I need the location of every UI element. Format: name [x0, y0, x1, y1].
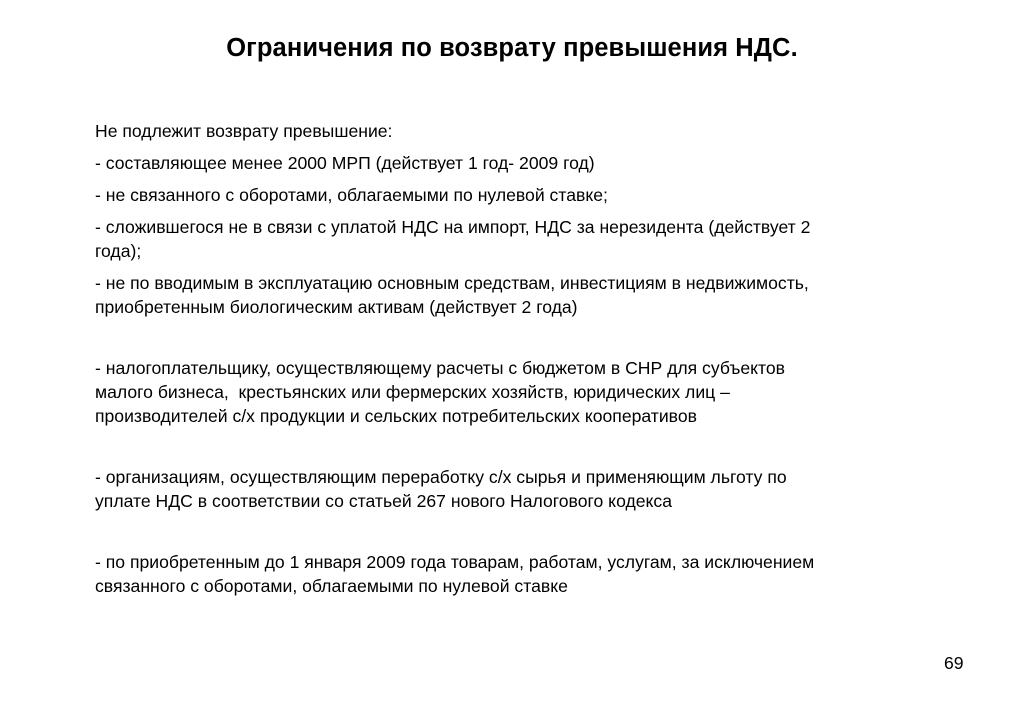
paragraph-line: уплате НДС в соответствии со статьей 267 нового Налогового кодекса: [95, 491, 673, 511]
list-item-continuation: приобретенным биологическим активам (действует 2 года): [95, 297, 578, 317]
paragraph-line: связанного с оборотами, облагаемыми по нулевой ставке: [95, 576, 568, 596]
list-item: - не по вводимым в эксплуатацию основным средствам, инвестициям в недвижимость,: [95, 273, 809, 293]
paragraph-line: производителей с/х продукции и сельских потребительских кооперативов: [95, 406, 697, 426]
list-item-continuation: года);: [95, 241, 142, 261]
slide-body: [95, 119, 975, 598]
paragraph-line: - организациям, осуществляющим переработку с/х сырья и применяющим льготу по: [95, 467, 787, 487]
intro-text: Не подлежит возврату превышение:: [95, 121, 393, 141]
list-item: - составляющее менее 2000 МРП (действует 1 год- 2009 год): [95, 153, 595, 173]
list-item: - не связанного с оборотами, облагаемыми по нулевой ставке;: [95, 185, 608, 205]
paragraph-line: - по приобретенным до 1 января 2009 года товарам, работам, услугам, за исключением: [95, 552, 815, 572]
list-item: - сложившегося не в связи с уплатой НДС на импорт, НДС за нерезидента (действует 2: [95, 217, 811, 237]
paragraph-line: малого бизнеса, крестьянских или фермерских хозяйств, юридических лиц –: [95, 382, 730, 402]
slide-title: Ограничения по возврату превышения НДС.: [226, 34, 798, 62]
page-number: 69: [944, 653, 964, 673]
paragraph-line: - налогоплательщику, осуществляющему расчеты с бюджетом в СНР для субъектов: [95, 358, 786, 378]
